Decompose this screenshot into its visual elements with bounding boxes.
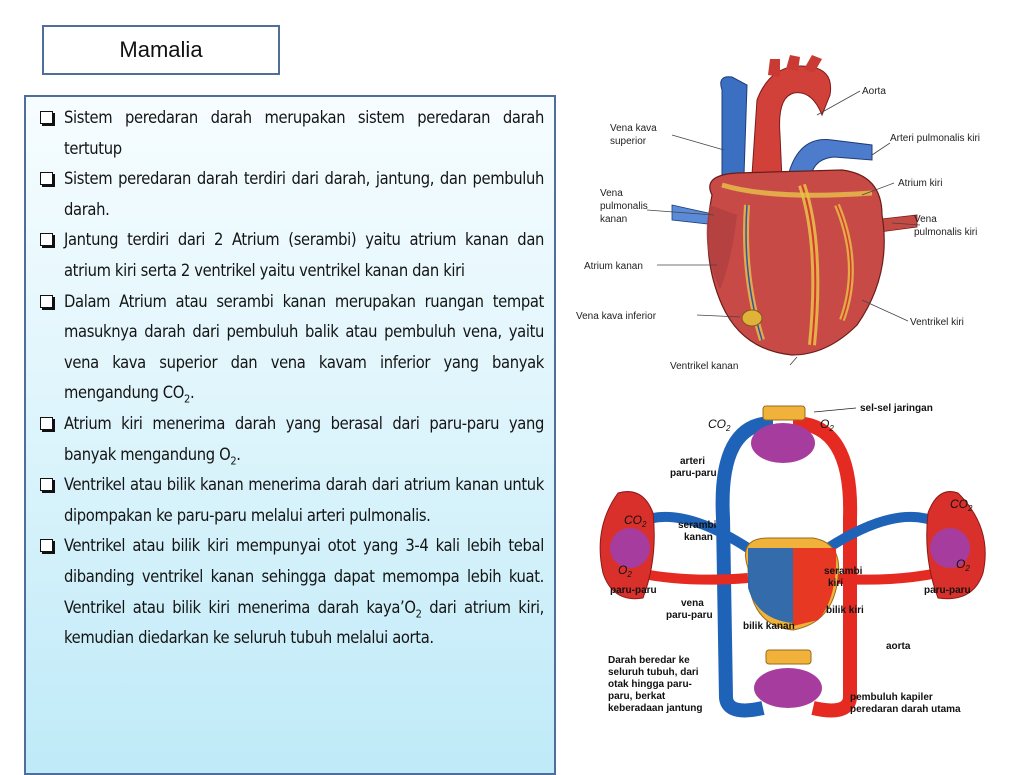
label-co2-top: $CO_2$ (708, 417, 731, 433)
label-kapiler-1: pembuluh kapiler (850, 692, 933, 703)
label-atrium-kanan: Atrium kanan (584, 261, 643, 272)
checkbox-bullet-icon (40, 295, 53, 308)
label-darah-5: keberadaan jantung (608, 703, 703, 714)
vena-kava-inferior-vessel (742, 310, 762, 326)
bullet-list (38, 103, 544, 654)
label-aorta: Aorta (862, 86, 886, 97)
slide-title: Mamalia (42, 25, 280, 75)
label-paru-paru-right: paru-paru (924, 585, 971, 596)
circulation-diagram (598, 398, 993, 728)
label-o2-top: $O_2$ (820, 417, 834, 433)
label-vena-pulmonalis-kiri-2: pulmonalis kiri (914, 227, 978, 238)
label-ventrikel-kanan: Ventrikel kanan (670, 361, 739, 372)
pulmonary-loop-red (638, 573, 748, 580)
label-serambi-kiri-1: serambi (824, 566, 863, 577)
label-vena-pulmonalis-kanan-2: pulmonalis (600, 201, 648, 212)
checkbox-bullet-icon (40, 417, 53, 430)
label-co2-left: $CO_2$ (624, 513, 647, 529)
label-darah-3: otak hingga paru- (608, 679, 692, 690)
subscript-text: 2 (230, 453, 237, 467)
content-panel (24, 95, 556, 775)
bullet-text: . (236, 444, 241, 464)
bullet-text: Sistem peredaran darah merupakan sistem peredaran darah tertutup (64, 108, 544, 158)
label-vena-kava-inferior: Vena kava inferior (576, 311, 657, 322)
heart-body (708, 170, 884, 355)
bullet-item (38, 103, 544, 164)
label-arteri-paru-1: arteri (680, 456, 706, 467)
label-o2-right: $O_2$ (956, 557, 970, 573)
bullet-text: Ventrikel atau bilik kanan menerima darah dari atrium kanan untuk dipompakan ke paru-paru melalui arteri pulmonalis. (64, 475, 544, 525)
label-ventrikel-kiri: Ventrikel kiri (910, 317, 964, 328)
checkbox-bullet-icon (40, 172, 53, 185)
label-vena-kava-superior-2: superior (610, 136, 647, 147)
bullet-text: dari atrium kiri, kemudian diedarkan ke seluruh tubuh melalui aorta. (64, 597, 544, 648)
label-co2-right: $CO_2$ (950, 497, 973, 513)
label-paru-paru-left: paru-paru (610, 585, 657, 596)
label-darah-4: paru, berkat (608, 691, 666, 702)
label-serambi-kanan-1: serambi (678, 520, 717, 531)
bullet-item (38, 531, 544, 653)
label-vena-pulmonalis-kanan-3: kanan (600, 214, 628, 225)
label-aorta-circ: aorta (886, 641, 911, 652)
subscript-text: 2 (415, 606, 422, 620)
label-atrium-kiri: Atrium kiri (898, 178, 943, 189)
bullet-text: Atrium kiri menerima darah yang berasal dari paru-paru yang banyak mengandung O (64, 413, 544, 464)
bullet-text: . (189, 383, 195, 403)
label-bilik-kanan: bilik kanan (743, 621, 795, 632)
checkbox-bullet-icon (40, 111, 53, 124)
bullet-item (38, 164, 544, 225)
bullet-text: Ventrikel atau bilik kiri mempunyai otot yang 3-4 kali lebih tebal dibanding ventrikel kanan sehingga dapat memompa lebih kuat. Ventrikel atau bilik kiri menerima darah kaya’O (64, 536, 544, 617)
bullet-item (38, 409, 544, 470)
bullet-text: Dalam Atrium atau serambi kanan merupakan ruangan tempat masuknya darah dari pembuluh balik atau pembuluh vena, yaitu vena kava superior dan vena kavam inferior yang banyak mengandung CO (64, 291, 544, 403)
label-vena-pulmonalis-kiri-1: Vena (914, 214, 937, 225)
capillary-bottom (754, 668, 822, 708)
heart-anatomy-figure (572, 55, 1012, 380)
label-vena-paru-2: paru-paru (666, 610, 713, 621)
tissue-cells-bottom (766, 650, 811, 664)
label-darah-1: Darah beredar ke (608, 655, 690, 666)
label-vena-paru-1: vena (681, 598, 704, 609)
tissue-cells-top (763, 406, 805, 420)
capillary-top (751, 423, 815, 463)
label-o2-left: $O_2$ (618, 563, 632, 579)
label-arteri-paru-2: paru-paru (670, 468, 717, 479)
label-bilik-kiri: bilik kiri (826, 605, 864, 616)
bullet-item (38, 287, 544, 409)
label-arteri-pulmonalis-kiri: Arteri pulmonalis kiri (890, 133, 981, 144)
label-serambi-kiri-2: kiri (828, 578, 844, 589)
label-sel-sel-jaringan: sel-sel jaringan (860, 403, 933, 414)
label-serambi-kanan-2: kanan (684, 532, 713, 543)
bullet-item (38, 470, 544, 531)
label-kapiler-2: peredaran darah utama (850, 704, 961, 715)
checkbox-bullet-icon (40, 478, 53, 491)
vena-kava-superior-vessel (721, 77, 747, 180)
bullet-item (38, 225, 544, 286)
label-vena-pulmonalis-kanan-1: Vena (600, 188, 623, 199)
checkbox-bullet-icon (40, 233, 53, 246)
subscript-text: 2 (184, 392, 190, 406)
label-darah-2: seluruh tubuh, dari (608, 667, 699, 678)
bullet-text: Jantung terdiri dari 2 Atrium (serambi) yaitu atrium kanan dan atrium kiri serta 2 ventrikel yaitu ventrikel kanan dan kiri (64, 230, 544, 280)
checkbox-bullet-icon (40, 539, 53, 552)
bullet-text: Sistem peredaran darah terdiri dari darah, jantung, dan pembuluh darah. (64, 169, 544, 219)
label-vena-kava-superior-1: Vena kava (610, 123, 657, 134)
